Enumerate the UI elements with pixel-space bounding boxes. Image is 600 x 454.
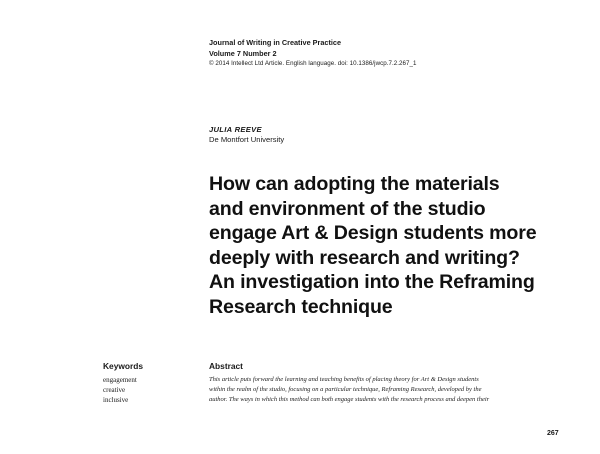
journal-name: Journal of Writing in Creative Practice xyxy=(209,38,342,47)
title-line: and environment of the studio xyxy=(209,197,486,220)
abstract-body xyxy=(209,375,561,406)
title-line: Research technique xyxy=(209,295,393,318)
title-line: engage Art & Design students more xyxy=(209,222,537,245)
author-name: JULIA REEVE xyxy=(209,125,262,134)
title-line: An investigation into the Reframing xyxy=(209,271,535,294)
abstract-heading: Abstract xyxy=(209,361,243,371)
keyword-item: inclusive xyxy=(103,396,129,405)
abstract-line: This article puts forward the learning and teaching benefits of placing theory for Art & Design students xyxy=(209,376,479,383)
article-title xyxy=(209,172,589,320)
page-number: 267 xyxy=(547,430,559,437)
keywords-heading: Keywords xyxy=(103,361,144,371)
keyword-item: engagement xyxy=(103,376,137,384)
journal-volume: Volume 7 Number 2 xyxy=(209,48,277,58)
keywords-list xyxy=(103,375,137,406)
title-line: How can adopting the materials xyxy=(209,173,500,195)
title-line: deeply with research and writing? xyxy=(209,246,520,269)
journal-meta: © 2014 Intellect Ltd Article. English language. doi: 10.1386/jwcp.7.2.267_1 xyxy=(209,60,417,67)
author-affiliation: De Montfort University xyxy=(209,135,285,144)
abstract-line: within the realm of the studio, focusing on a particular technique, Reframing Research, developed by the xyxy=(209,386,482,394)
keyword-item: creative xyxy=(103,386,126,395)
journal-header xyxy=(209,38,416,70)
abstract-line: author. The ways in which this method can both engage students with the research process and deepen their xyxy=(209,396,490,404)
author-block xyxy=(209,125,284,145)
